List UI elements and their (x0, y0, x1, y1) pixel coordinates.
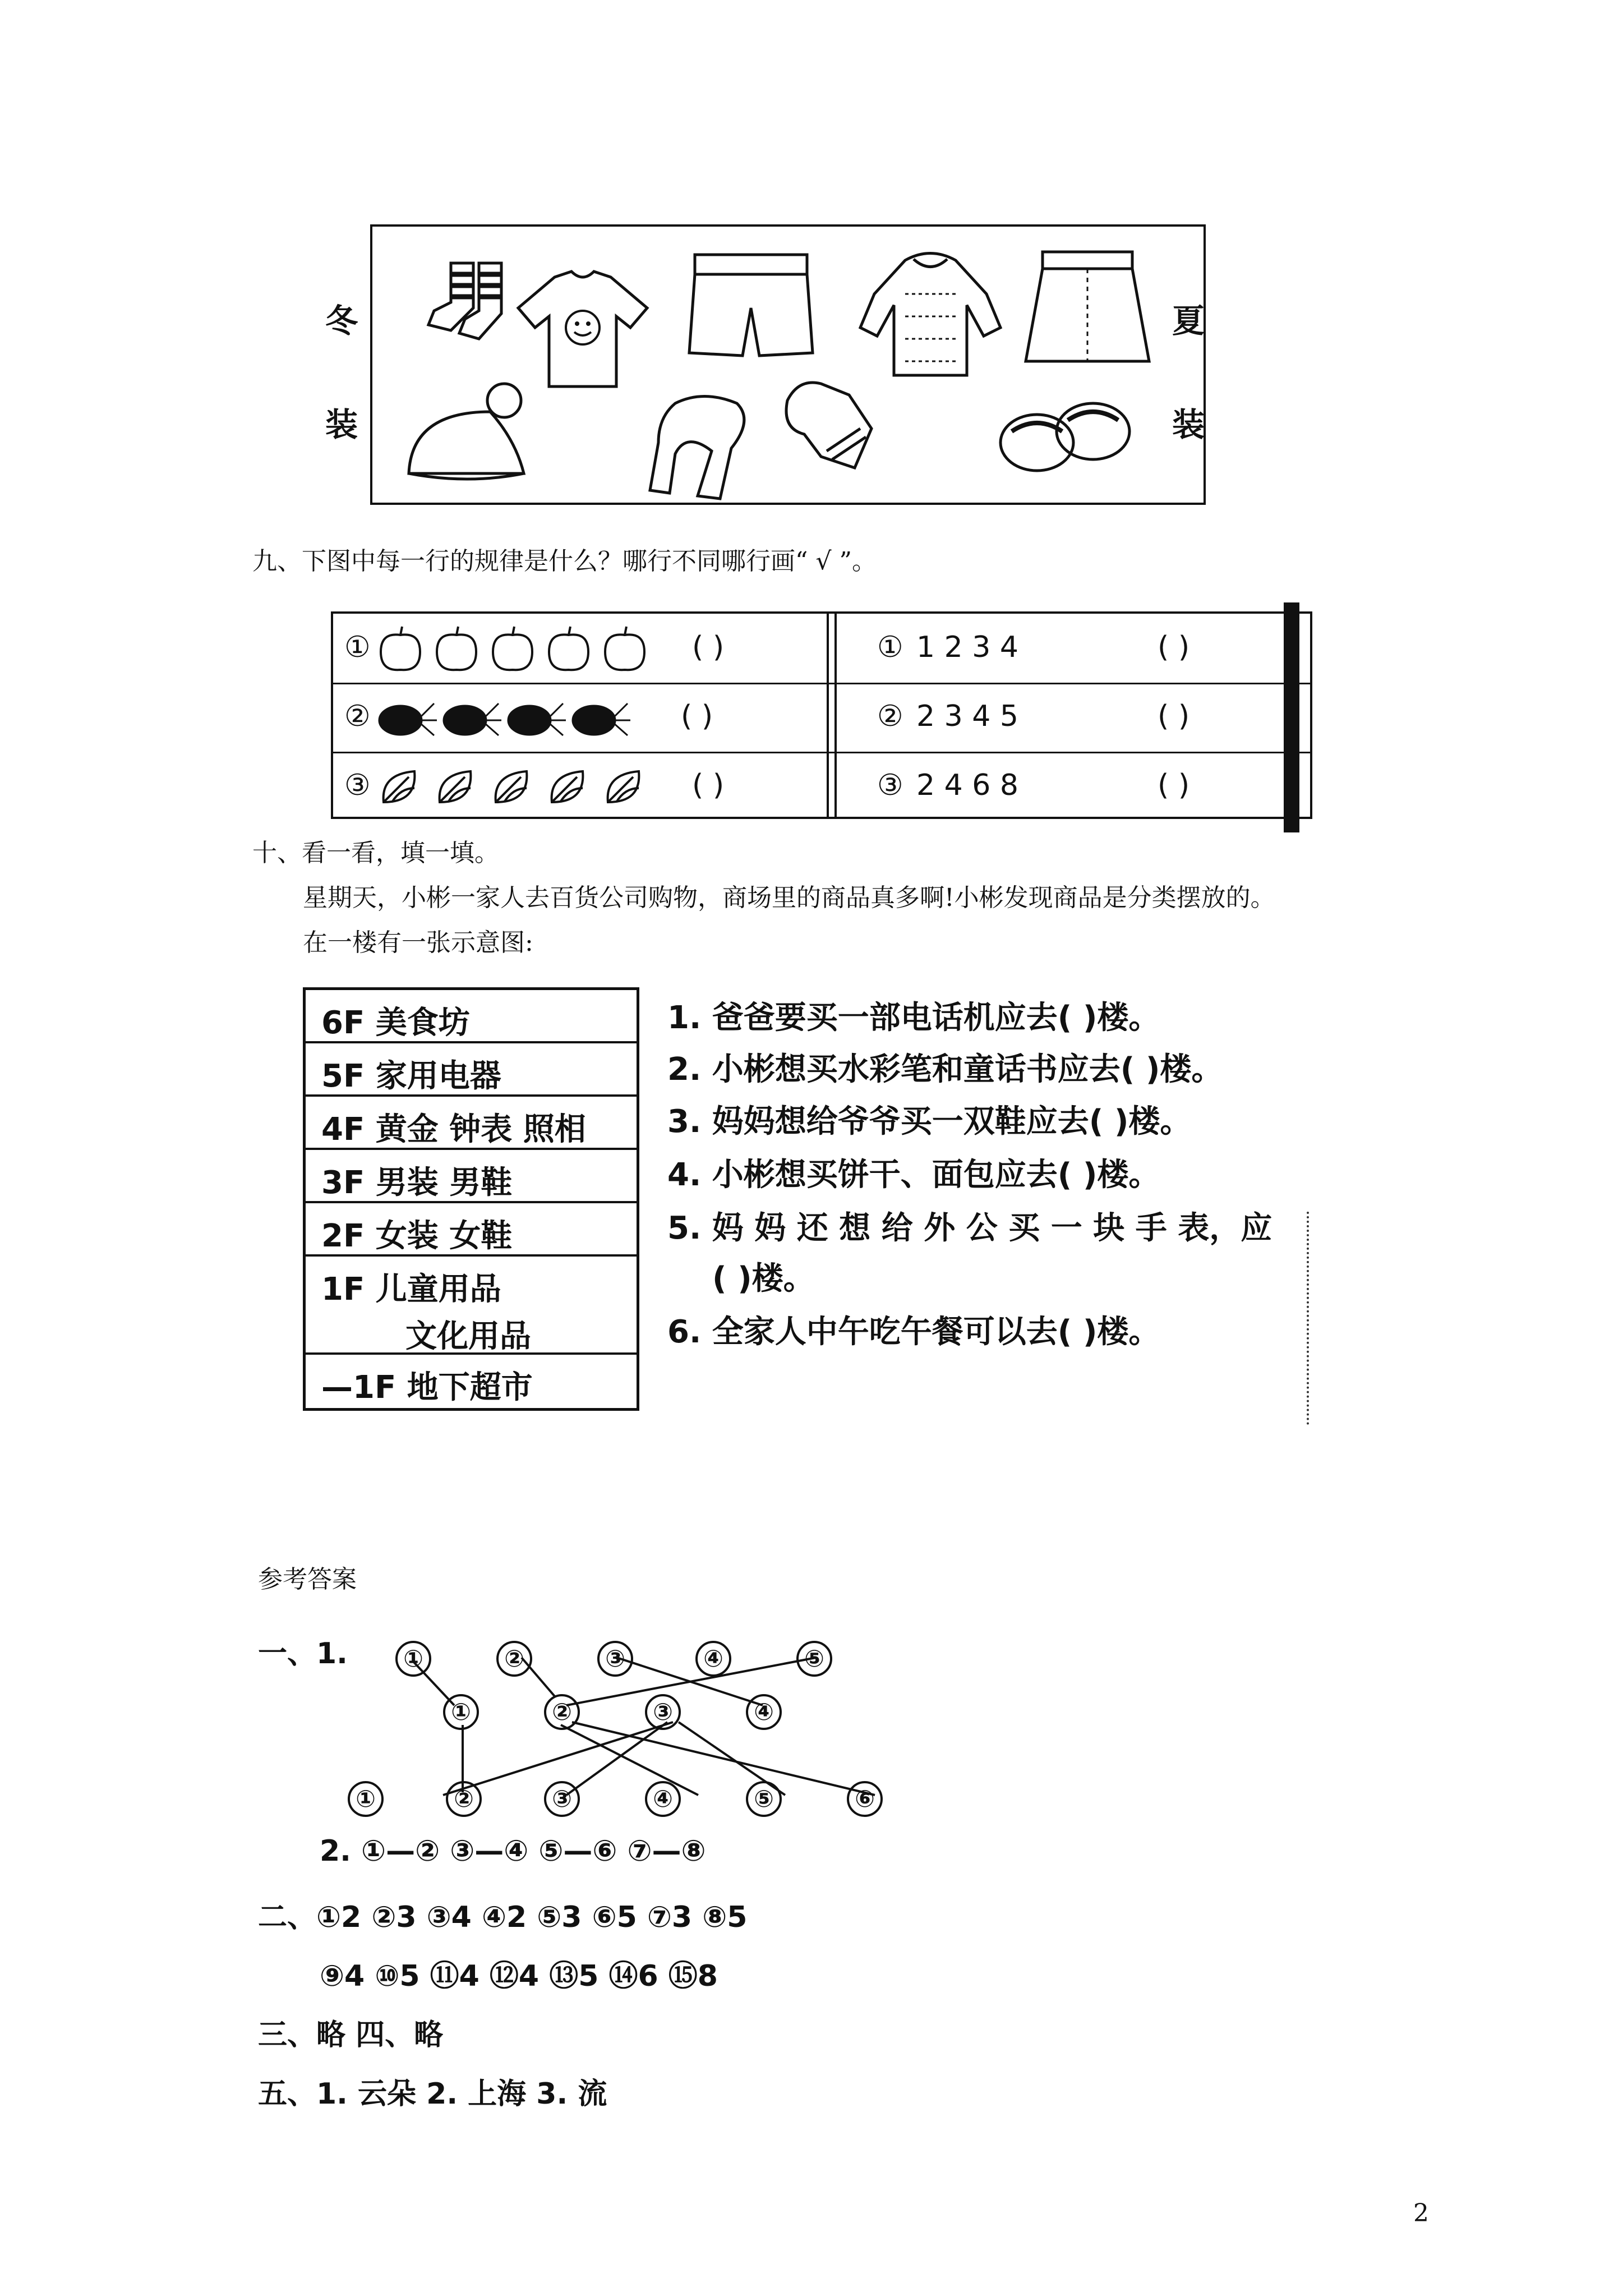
q10-question-5-cont: ( )楼。 (712, 1260, 815, 1297)
circled-number: ① (395, 1641, 431, 1677)
sandals-icon (989, 386, 1141, 482)
q10-title: 十、看一看，填一填。 (252, 839, 499, 867)
directory-row (306, 1043, 637, 1097)
winter-label-char2: 装 (325, 406, 358, 444)
floor-label: 6F 美食坊 (321, 1005, 470, 1041)
answer-2-line-1: 二、①2 ②3 ③4 ④2 ⑤3 ⑥5 ⑦3 ⑧5 (258, 1901, 748, 1934)
circled-number: ④ (695, 1641, 731, 1677)
pattern-table (331, 611, 1312, 819)
directory-row (306, 1257, 637, 1355)
answer-2-line-2: ⑨4 ⑩5 ⑪4 ⑫4 ⑬5 ⑭6 ⑮8 (320, 1959, 718, 1993)
row-number: ② (877, 700, 903, 733)
pineapple-row-icons (375, 695, 644, 740)
q10-paragraph-1: 星期天，小彬一家人去百货公司购物，商场里的商品真多啊!小彬发现商品是分类摆放的。 (303, 884, 1275, 912)
circled-number: ① (443, 1694, 479, 1730)
leaf-row-icons (375, 763, 667, 811)
circled-number: ③ (544, 1781, 580, 1817)
scarf-icon (642, 386, 771, 510)
glove-icon (765, 367, 900, 479)
circled-number: ④ (645, 1781, 681, 1817)
store-directory (303, 987, 639, 1411)
q10-question-1: 1. 爸爸要买一部电话机应去( )楼。 (667, 1000, 1160, 1036)
circled-number: ③ (645, 1694, 681, 1730)
sweater-icon (852, 243, 1009, 384)
answers-title: 参考答案 (258, 1565, 357, 1594)
page-number: 2 (1413, 2199, 1429, 2228)
floor-label: 5F 家用电器 (321, 1058, 501, 1094)
circled-number: ① (348, 1781, 384, 1817)
floor-label: 3F 男装 男鞋 (321, 1165, 513, 1201)
floor-label: 2F 女装 女鞋 (321, 1218, 513, 1254)
q10-question-6: 6. 全家人中午吃午餐可以去( )楼。 (667, 1314, 1160, 1350)
answer-3-4: 三、略 四、略 (258, 2018, 444, 2052)
summer-label-char1: 夏 (1172, 302, 1205, 340)
pattern-row-3 (333, 752, 1310, 821)
answer-1-part-2: 2. ①—② ③—④ ⑤—⑥ ⑦—⑧ (320, 1834, 706, 1868)
pattern-row-2 (333, 683, 1310, 753)
tshirt-icon (510, 266, 656, 395)
row-number: ① (877, 631, 903, 664)
floor-label: 1F 儿童用品 (321, 1271, 501, 1308)
circled-number: ② (544, 1694, 580, 1730)
q9-title: 九、下图中每一行的规律是什么？哪行不同哪行画“ √ ”。 (252, 547, 877, 576)
scan-edge-mark (1307, 1212, 1312, 1425)
directory-row (306, 1150, 637, 1203)
floor-label: —1F 地下超市 (321, 1369, 533, 1406)
clothing-sort-box (370, 224, 1206, 505)
hat-icon (395, 378, 541, 490)
circled-number: ⑤ (796, 1641, 832, 1677)
apple-row-icons (375, 624, 667, 674)
number-sequence: 2 3 4 5 (916, 700, 1018, 733)
q10-question-4: 4. 小彬想买饼干、面包应去( )楼。 (667, 1157, 1160, 1193)
shorts-icon (684, 246, 818, 364)
skirt-icon (1017, 246, 1158, 370)
q10-paragraph-2: 在一楼有一张示意图: (303, 928, 533, 957)
summer-label-char2: 装 (1172, 406, 1205, 444)
answer-blank[interactable]: ( ) (681, 700, 713, 733)
answer-blank[interactable]: ( ) (692, 631, 725, 664)
pattern-row-1 (333, 614, 1310, 684)
winter-label-char1: 冬 (325, 302, 358, 340)
answer-blank[interactable]: ( ) (692, 769, 725, 802)
circled-number: ③ (597, 1641, 633, 1677)
row-number: ③ (877, 769, 903, 802)
answer-blank[interactable]: ( ) (1158, 700, 1190, 733)
q10-question-2: 2. 小彬想买水彩笔和童话书应去( )楼。 (667, 1051, 1223, 1088)
directory-row (306, 1355, 637, 1408)
q10-question-5: 5. 妈 妈 还 想 给 外 公 买 一 块 手 表，应 (667, 1210, 1272, 1246)
row-number: ② (344, 700, 371, 733)
directory-row (306, 1203, 637, 1257)
number-sequence: 1 2 3 4 (916, 631, 1018, 664)
circled-number: ⑥ (847, 1781, 883, 1817)
answer-1-label: 一、1. (258, 1637, 348, 1671)
q10-question-3: 3. 妈妈想给爷爷买一双鞋应去( )楼。 (667, 1103, 1192, 1140)
floor-label-line2: 文化用品 (405, 1318, 531, 1355)
directory-row (306, 990, 637, 1043)
directory-row (306, 1097, 637, 1150)
row-number: ③ (344, 769, 371, 802)
circled-number: ② (496, 1641, 532, 1677)
answer-blank[interactable]: ( ) (1158, 631, 1190, 664)
number-sequence: 2 4 6 8 (916, 769, 1018, 802)
row-number: ① (344, 631, 371, 664)
circled-number: ② (446, 1781, 482, 1817)
circled-number: ⑤ (746, 1781, 782, 1817)
circled-number: ④ (746, 1694, 782, 1730)
answer-blank[interactable]: ( ) (1158, 769, 1190, 802)
answer-5: 五、1. 云朵 2. 上海 3. 流 (258, 2077, 607, 2111)
floor-label: 4F 黄金 钟表 照相 (321, 1111, 586, 1148)
